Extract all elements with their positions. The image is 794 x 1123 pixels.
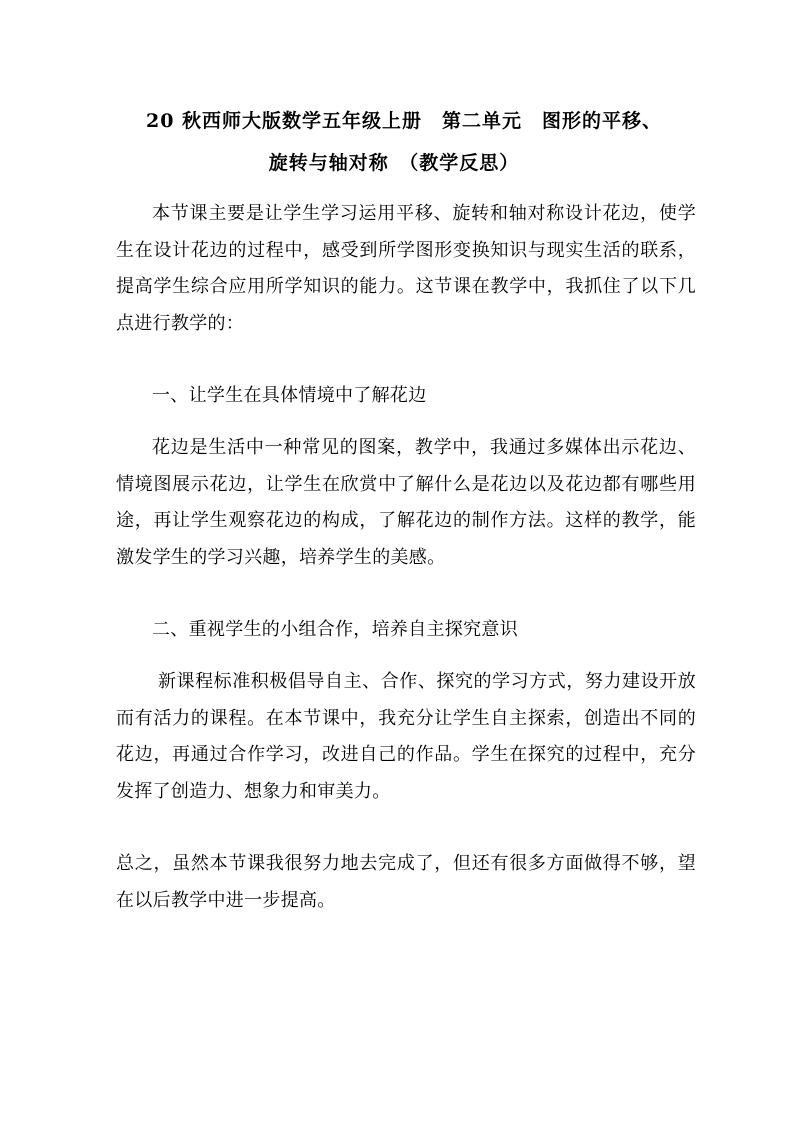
conclusion-paragraph: 总之，虽然本节课我很努力地去完成了，但还有很多方面做得不够，望在以后教学中进一步提高。 (116, 853, 696, 911)
document-title-line-2: 旋转与轴对称 （教学反思） (268, 152, 520, 174)
section-2-heading: 二、重视学生的小组合作，培养自主探究意识 (152, 619, 518, 640)
section-2-paragraph: 新课程标准积极倡导自主、合作、探究的学习方式，努力建设开放而有活力的课程。在本节课中，我充分让学生自主探索，创造出不同的花边，再通过合作学习，改进自己的作品。学生在探究的过程中，充分发挥了创造力、想象力和审美力。 (116, 671, 696, 802)
section-1-heading: 一、让学生在具体情境中了解花边 (152, 385, 427, 406)
document-title-line-1: 20 秋西师大版数学五年级上册 第二单元 图形的平移、 (145, 110, 663, 132)
section-1-paragraph: 花边是生活中一种常见的图案，教学中，我通过多媒体出示花边、情境图展示花边，让学生在欣赏中了解什么是花边以及花边都有哪些用途，再让学生观察花边的构成，了解花边的制作方法。这样的教学，能激发学生的学习兴趣，培养学生的美感。 (116, 437, 696, 568)
intro-paragraph: 本节课主要是让学生学习运用平移、旋转和轴对称设计花边，使学生在设计花边的过程中，感受到所学图形变换知识与现实生活的联系，提高学生综合应用所学知识的能力。这节课在教学中，我抓住了以下几点进行教学的： (116, 203, 696, 334)
